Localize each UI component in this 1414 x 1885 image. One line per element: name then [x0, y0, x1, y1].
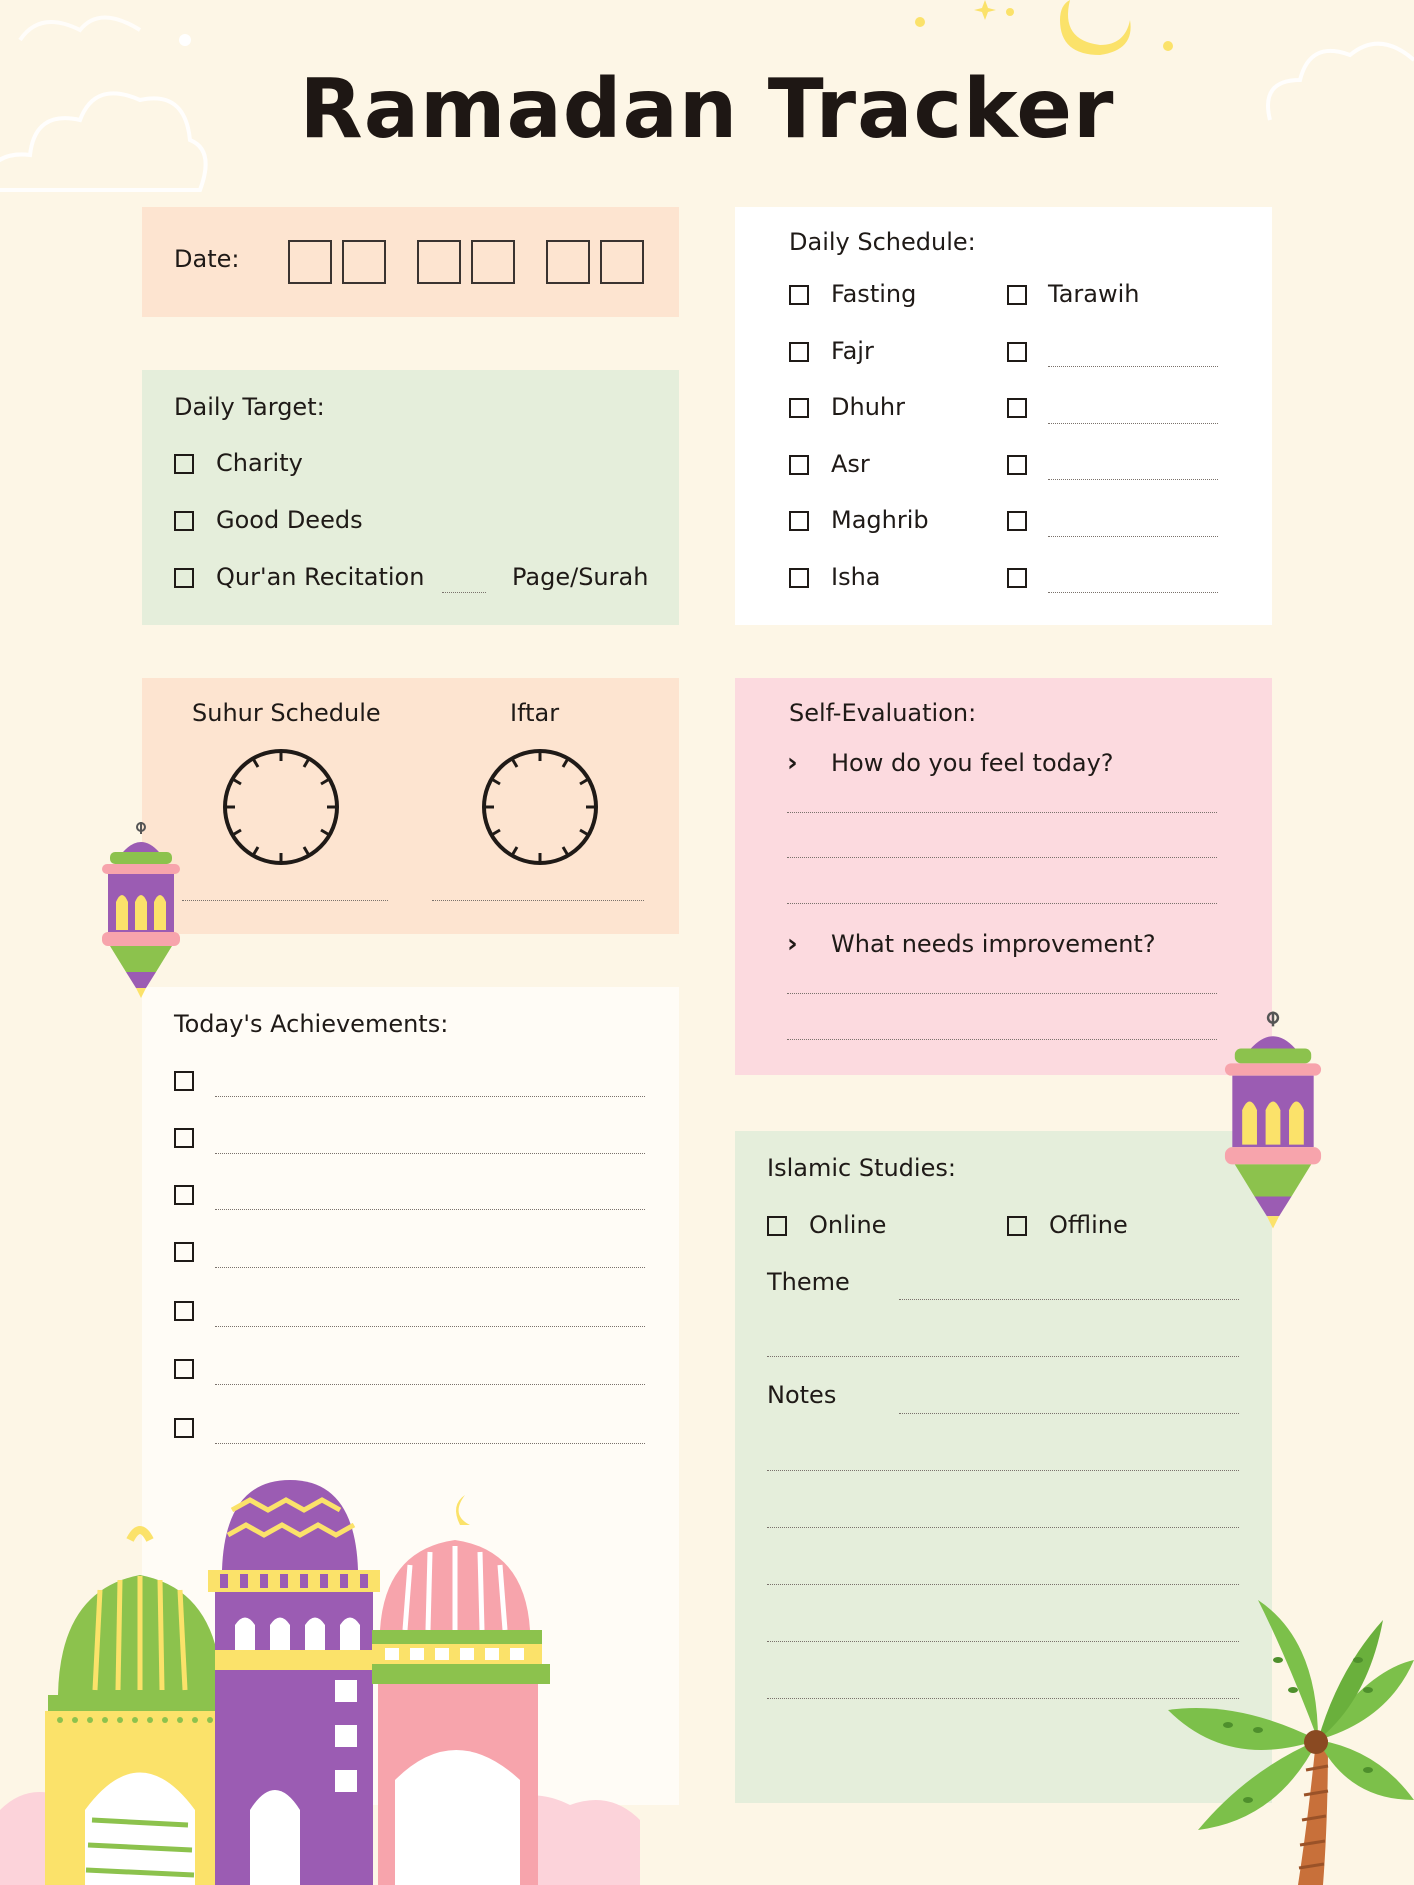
checkbox-asr[interactable] — [789, 455, 809, 475]
checkbox-fajr[interactable] — [789, 342, 809, 362]
schedule-fajr-label: Fajr — [831, 337, 874, 365]
achievement-line[interactable] — [215, 1267, 645, 1268]
lantern-icon — [1220, 1010, 1326, 1235]
notes-line[interactable] — [767, 1584, 1239, 1585]
achievement-line[interactable] — [215, 1326, 645, 1327]
moon-icon — [900, 0, 1180, 70]
mosque-icon — [0, 1480, 640, 1885]
chevron-right-icon: › — [787, 748, 798, 778]
suhur-time-field[interactable] — [182, 900, 388, 901]
islamic-studies-heading: Islamic Studies: — [767, 1154, 956, 1182]
checkbox-custom-1[interactable] — [1007, 342, 1027, 362]
feel-answer-line-1[interactable] — [787, 812, 1217, 813]
target-good-deeds-label: Good Deeds — [216, 506, 363, 534]
meal-schedule-panel — [142, 678, 679, 934]
daily-schedule-heading: Daily Schedule: — [789, 228, 976, 256]
achievement-line[interactable] — [215, 1153, 645, 1154]
question-feel-today: How do you feel today? — [831, 749, 1114, 777]
daily-target-panel — [142, 370, 679, 625]
date-box-y1[interactable] — [546, 240, 590, 284]
date-box-m1[interactable] — [417, 240, 461, 284]
target-charity-label: Charity — [216, 449, 303, 477]
theme-field[interactable] — [899, 1299, 1239, 1300]
schedule-dhuhr-label: Dhuhr — [831, 393, 905, 421]
improvement-answer-line-2[interactable] — [787, 1039, 1217, 1040]
schedule-tarawih-label: Tarawih — [1048, 280, 1140, 308]
daily-target-heading: Daily Target: — [174, 393, 325, 421]
checkbox-tarawih[interactable] — [1007, 285, 1027, 305]
online-label: Online — [809, 1211, 887, 1239]
checkbox-quran[interactable] — [174, 568, 194, 588]
date-box-d2[interactable] — [342, 240, 386, 284]
custom-field-4[interactable] — [1048, 536, 1218, 537]
checkbox-maghrib[interactable] — [789, 511, 809, 531]
iftar-clock-icon[interactable] — [480, 747, 600, 867]
achievement-checkbox[interactable] — [174, 1185, 194, 1205]
checkbox-dhuhr[interactable] — [789, 398, 809, 418]
custom-field-2[interactable] — [1048, 423, 1218, 424]
notes-line[interactable] — [767, 1527, 1239, 1528]
self-evaluation-heading: Self-Evaluation: — [789, 699, 977, 727]
suhur-label: Suhur Schedule — [192, 699, 381, 727]
schedule-isha-label: Isha — [831, 563, 881, 591]
palm-tree-icon — [1168, 1600, 1414, 1885]
quran-page-field[interactable] — [442, 592, 486, 593]
checkbox-offline[interactable] — [1007, 1216, 1027, 1236]
notes-label: Notes — [767, 1381, 837, 1409]
custom-field-3[interactable] — [1048, 479, 1218, 480]
achievement-checkbox[interactable] — [174, 1301, 194, 1321]
checkbox-fasting[interactable] — [789, 285, 809, 305]
custom-field-1[interactable] — [1048, 366, 1218, 367]
feel-answer-line-2[interactable] — [787, 857, 1217, 858]
daily-schedule-panel — [735, 207, 1272, 625]
feel-answer-line-3[interactable] — [787, 903, 1217, 904]
question-needs-improvement: What needs improvement? — [831, 930, 1156, 958]
achievement-line[interactable] — [215, 1096, 645, 1097]
checkbox-online[interactable] — [767, 1216, 787, 1236]
iftar-label: Iftar — [510, 699, 560, 727]
date-box-y2[interactable] — [600, 240, 644, 284]
achievements-heading: Today's Achievements: — [174, 1010, 449, 1038]
schedule-fasting-label: Fasting — [831, 280, 917, 308]
theme-label: Theme — [767, 1268, 850, 1296]
theme-field-line-2[interactable] — [767, 1356, 1239, 1357]
date-label: Date: — [174, 245, 240, 273]
achievement-line[interactable] — [215, 1443, 645, 1444]
date-panel — [142, 207, 679, 317]
date-box-m2[interactable] — [471, 240, 515, 284]
checkbox-custom-4[interactable] — [1007, 511, 1027, 531]
self-evaluation-panel — [735, 678, 1272, 1075]
achievement-checkbox[interactable] — [174, 1359, 194, 1379]
checkbox-custom-2[interactable] — [1007, 398, 1027, 418]
schedule-asr-label: Asr — [831, 450, 870, 478]
checkbox-good-deeds[interactable] — [174, 511, 194, 531]
achievement-checkbox[interactable] — [174, 1128, 194, 1148]
iftar-time-field[interactable] — [432, 900, 644, 901]
achievement-checkbox[interactable] — [174, 1071, 194, 1091]
checkbox-custom-5[interactable] — [1007, 568, 1027, 588]
achievement-checkbox[interactable] — [174, 1418, 194, 1438]
schedule-maghrib-label: Maghrib — [831, 506, 929, 534]
notes-line[interactable] — [767, 1470, 1239, 1471]
offline-label: Offline — [1049, 1211, 1128, 1239]
achievement-line[interactable] — [215, 1384, 645, 1385]
achievement-line[interactable] — [215, 1209, 645, 1210]
lantern-icon — [98, 822, 184, 1002]
notes-field[interactable] — [899, 1413, 1239, 1414]
chevron-right-icon: › — [787, 929, 798, 959]
target-quran-label: Qur'an Recitation — [216, 563, 425, 591]
date-box-d1[interactable] — [288, 240, 332, 284]
checkbox-custom-3[interactable] — [1007, 455, 1027, 475]
page-title: Ramadan Tracker — [299, 62, 1115, 157]
custom-field-5[interactable] — [1048, 592, 1218, 593]
suhur-clock-icon[interactable] — [221, 747, 341, 867]
improvement-answer-line-1[interactable] — [787, 993, 1217, 994]
page-surah-label: Page/Surah — [512, 563, 649, 591]
checkbox-isha[interactable] — [789, 568, 809, 588]
achievement-checkbox[interactable] — [174, 1242, 194, 1262]
checkbox-charity[interactable] — [174, 454, 194, 474]
